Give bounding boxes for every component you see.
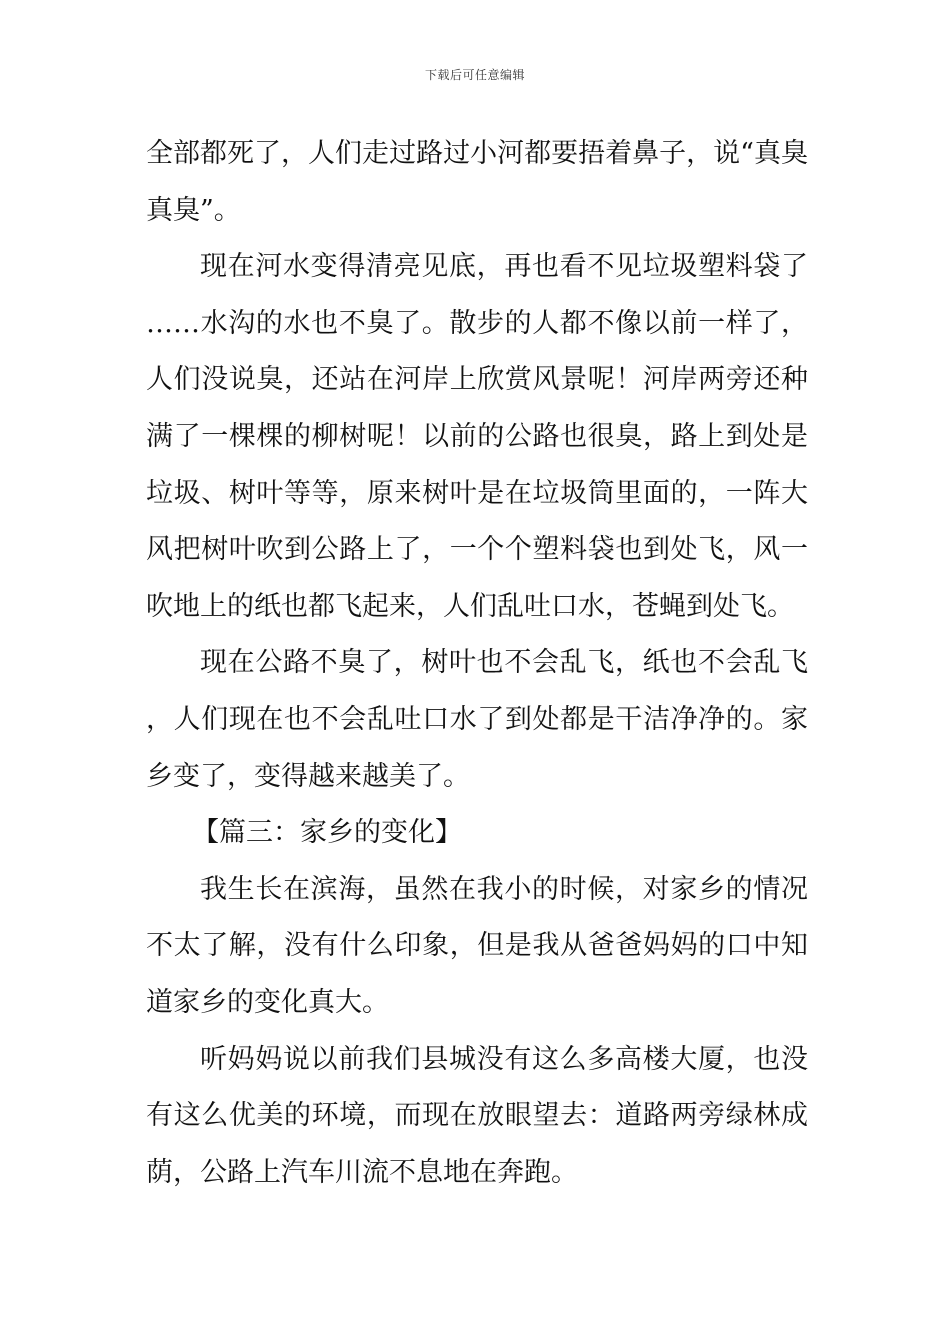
paragraph-5: 听妈妈说以前我们县城没有这么多高楼大厦，也没有这么优美的环境，而现在放眼望去：道路两旁绿林成荫，公路上汽车川流不息地在奔跑。 [146,1043,808,1188]
section-heading: 【篇三：家乡的变化】 [192,817,462,849]
paragraph-2: 现在河水变得清亮见底，再也看不见垃圾塑料袋了……水沟的水也不臭了。散步的人都不像以前一样了，人们没说臭，还站在河岸上欣赏风景呢！河岸两旁还种满了一棵棵的柳树呢！以前的公路也很臭，路上到处是垃圾、树叶等等，原来树叶是在垃圾筒里面的，一阵大风把树叶吹到公路上了，一个个塑料袋也到处飞，风一吹地上的纸也都飞起来，人们乱吐口水，苍蝇到处飞。 [146,251,808,622]
paragraph-4: 我生长在滨海，虽然在我小的时候，对家乡的情况不太了解，没有什么印象，但是我从爸爸妈妈的口中知道家乡的变化真大。 [146,873,808,1018]
paragraph-3: 现在公路不臭了，树叶也不会乱飞，纸也不会乱飞，人们现在也不会乱吐口水了到处都是干洁净净的。家乡变了，变得越来越美了。 [146,647,808,792]
page-header: 下载后可任意编辑 [424,68,525,82]
document-body [146,126,808,1201]
paragraph-1: 全部都死了，人们走过路过小河都要捂着鼻子，说“真臭真臭”。 [146,138,808,226]
